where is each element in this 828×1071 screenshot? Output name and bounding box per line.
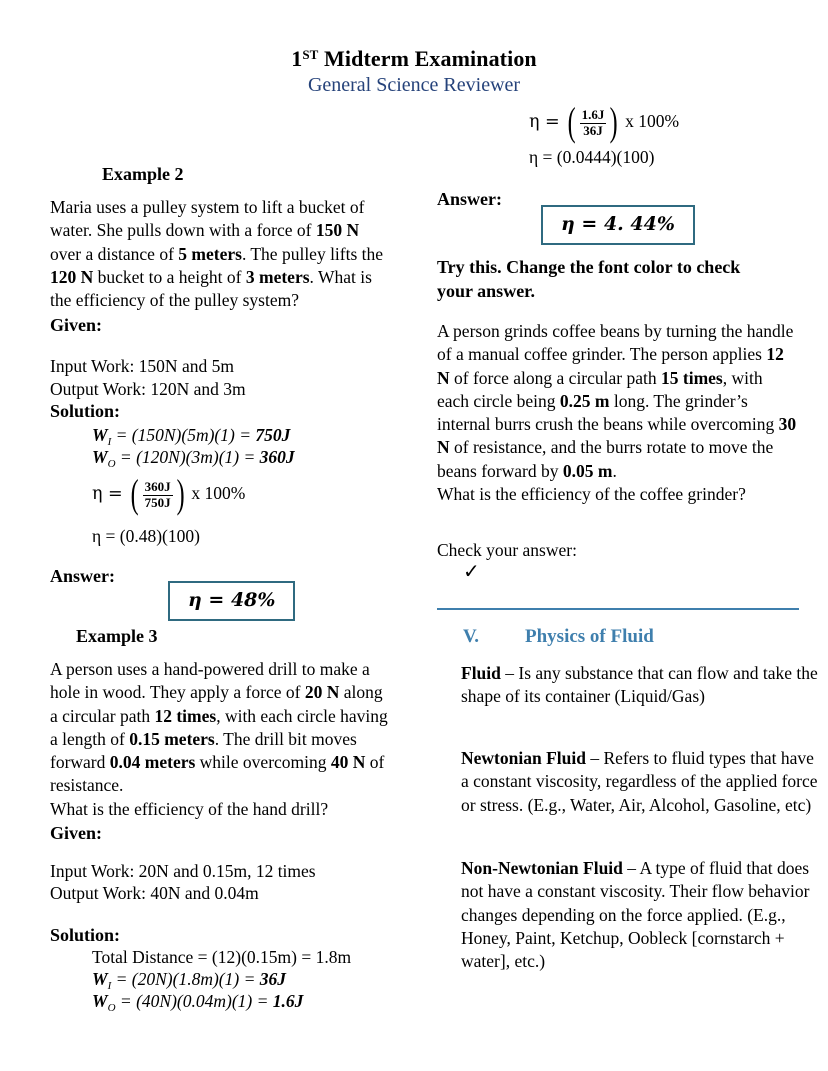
eta-trail: x 100% <box>620 111 680 132</box>
wi-subscript: I <box>107 436 112 448</box>
problem-value: 3 meters <box>245 266 310 287</box>
right-paren: ) <box>610 99 619 144</box>
problem-value: 150 N <box>315 220 360 241</box>
example-2-answer-box: η = 48% <box>168 581 295 621</box>
problem-text: of force along a circular path <box>449 367 661 388</box>
title-rest: Midterm Examination <box>318 46 537 71</box>
problem-text: , with each circle being <box>437 367 763 411</box>
problem-value: 40 N <box>330 752 366 773</box>
example-3-problem <box>50 658 394 821</box>
problem-text: . The pulley lifts the <box>241 243 384 264</box>
definition-text: A type of fluid that does not have a constant viscosity. Their flow behavior changes depending on the force applied. (E.g., Honey, Paint, Ketchup, Oobleck [cornstarch + water], etc.) <box>461 858 810 972</box>
fraction-denominator: 750J <box>144 494 171 510</box>
definition-dash: – <box>585 748 604 768</box>
problem-text: . The drill bit moves forward <box>50 728 357 773</box>
example-3-efficiency-fraction <box>437 99 828 144</box>
eta-lead: η = <box>529 112 566 133</box>
example-3-efficiency-line: η = (0.0444)(100) <box>529 147 655 167</box>
fraction <box>128 471 187 516</box>
page-title <box>0 46 828 72</box>
example-3-heading: Example 3 <box>76 626 158 646</box>
example-3-given-input: Input Work: 20N and 0.15m, 12 times <box>50 861 316 881</box>
problem-value: 12 times <box>154 705 217 726</box>
problem-value: 5 meters <box>178 243 242 264</box>
wi-expression: = (150N)(5m)(1) = <box>111 425 256 445</box>
wi-result: 36J <box>259 969 287 989</box>
wo-subscript: O <box>107 458 116 470</box>
right-paren: ) <box>176 471 185 516</box>
try-this-line1: Try this. Change the font color to check <box>437 257 741 277</box>
definition-text: Refers to fluid types that have a constant viscosity, regardless of the applied force or stress. (E.g., Water, Air, Alcohol, Gasoline, etc) <box>461 748 818 815</box>
example-3-answer-box: η = 4. 44% <box>541 205 695 245</box>
try-this-heading <box>437 256 799 304</box>
problem-text: over a distance of <box>50 243 179 264</box>
left-paren: ( <box>567 99 576 144</box>
example-2-heading: Example 2 <box>102 164 184 184</box>
page-subtitle: General Science Reviewer <box>307 74 521 96</box>
section-heading-physics-of-fluid <box>437 624 825 649</box>
definition-dash: – <box>622 858 640 878</box>
section-number: V. <box>463 626 480 647</box>
definition-term: Fluid <box>461 663 501 683</box>
fraction <box>565 99 620 144</box>
wi-subscript: I <box>107 980 112 992</box>
problem-value: 12 N <box>437 344 784 388</box>
example-2-given-label: Given: <box>50 315 102 335</box>
definition-dash: – <box>500 663 519 683</box>
section-divider <box>437 608 799 610</box>
problem-value: 0.25 m <box>559 390 610 411</box>
example-2-given-input: Input Work: 150N and 5m <box>50 356 234 376</box>
left-paren: ( <box>130 471 139 516</box>
try-this-problem <box>437 320 799 506</box>
problem-value: 30 N <box>437 414 797 458</box>
problem-text: . What is the efficiency of the pulley system? <box>50 266 372 311</box>
problem-value: 120 N <box>50 266 94 287</box>
example-2-answer-box-wrap <box>50 581 512 621</box>
problem-text: A person grinds coffee beans by turning the handle of a manual coffee grinder. The person applies <box>437 321 794 365</box>
problem-text: of resistance. <box>50 752 385 796</box>
definition-non-newtonian-fluid <box>437 857 823 973</box>
example-2-given-output: Output Work: 120N and 3m <box>50 379 246 399</box>
problem-value: 15 times <box>661 367 723 388</box>
wi-symbol: W <box>92 969 108 989</box>
problem-text: along a circular path <box>50 682 383 726</box>
wo-symbol: W <box>92 991 108 1011</box>
problem-question: What is the efficiency of the hand drill? <box>50 798 329 819</box>
example-3-total-distance: Total Distance = (12)(0.15m) = 1.8m <box>92 947 352 967</box>
example-2-efficiency-fraction <box>50 471 436 516</box>
wo-subscript: O <box>107 1002 116 1014</box>
check-icon: ✓ <box>463 559 480 583</box>
problem-value: 0.04 meters <box>109 752 196 773</box>
eta-lead: η = <box>92 484 129 505</box>
wo-symbol: W <box>92 447 108 467</box>
definition-fluid <box>437 662 823 709</box>
example-2-work-output <box>50 446 436 472</box>
problem-text: A person uses a hand-powered drill to make a hole in wood. They apply a force of <box>50 659 370 703</box>
eta-trail: x 100% <box>186 483 246 504</box>
problem-value: 0.05 m <box>562 460 613 481</box>
fraction-denominator: 36J <box>583 122 603 138</box>
definition-text: Is any substance that can flow and take the shape of its container (Liquid/Gas) <box>461 663 818 707</box>
title-prefix: 1 <box>291 46 303 71</box>
fraction-numerator: 1.6J <box>581 106 605 122</box>
problem-text: while overcoming <box>195 752 331 773</box>
wo-expression: = (120N)(3m)(1) = <box>115 447 260 467</box>
wo-result: 360J <box>259 447 295 467</box>
wi-expression: = (20N)(1.8m)(1) = <box>111 969 260 989</box>
wo-result: 1.6J <box>272 991 304 1011</box>
check-answer-label: Check your answer: <box>437 540 577 560</box>
example-3-answer-label: Answer: <box>437 189 502 209</box>
try-this-line2: your answer. <box>437 280 536 301</box>
wo-expression: = (40N)(0.04m)(1) = <box>115 991 273 1011</box>
wi-symbol: W <box>92 425 108 445</box>
problem-text: , with each circle having a length of <box>50 705 388 749</box>
problem-text: of resistance, and the burrs rotate to move the beans forward by <box>437 437 774 481</box>
problem-text: Maria uses a pulley system to lift a bucket of water. She pulls down with a force of <box>50 197 365 241</box>
example-2-answer-label: Answer: <box>50 566 115 586</box>
example-3-answer-box-wrap <box>437 205 828 245</box>
wi-result: 750J <box>255 425 291 445</box>
problem-text: . <box>612 460 617 481</box>
problem-value: 0.15 meters <box>129 728 215 749</box>
fraction-numerator: 360J <box>144 478 171 494</box>
example-3-work-output <box>50 990 436 1016</box>
definition-term: Non-Newtonian Fluid <box>461 858 623 878</box>
problem-question: What is the efficiency of the coffee grinder? <box>437 483 746 504</box>
definition-newtonian-fluid <box>437 747 823 817</box>
example-2-solution-label: Solution: <box>50 401 121 421</box>
example-3-given-output: Output Work: 40N and 0.04m <box>50 883 259 903</box>
problem-text: bucket to a height of <box>93 266 246 287</box>
example-2-efficiency-line: η = (0.48)(100) <box>92 526 200 546</box>
problem-value: 20 N <box>304 682 340 703</box>
problem-text: long. The grinder’s internal burrs crush the beans while overcoming <box>437 390 779 435</box>
example-3-given-label: Given: <box>50 823 102 843</box>
example-2-problem <box>50 196 394 312</box>
title-superscript: ST <box>302 47 319 62</box>
definition-term: Newtonian Fluid <box>461 748 586 768</box>
section-title: Physics of Fluid <box>525 626 654 647</box>
example-3-solution-label: Solution: <box>50 925 121 945</box>
